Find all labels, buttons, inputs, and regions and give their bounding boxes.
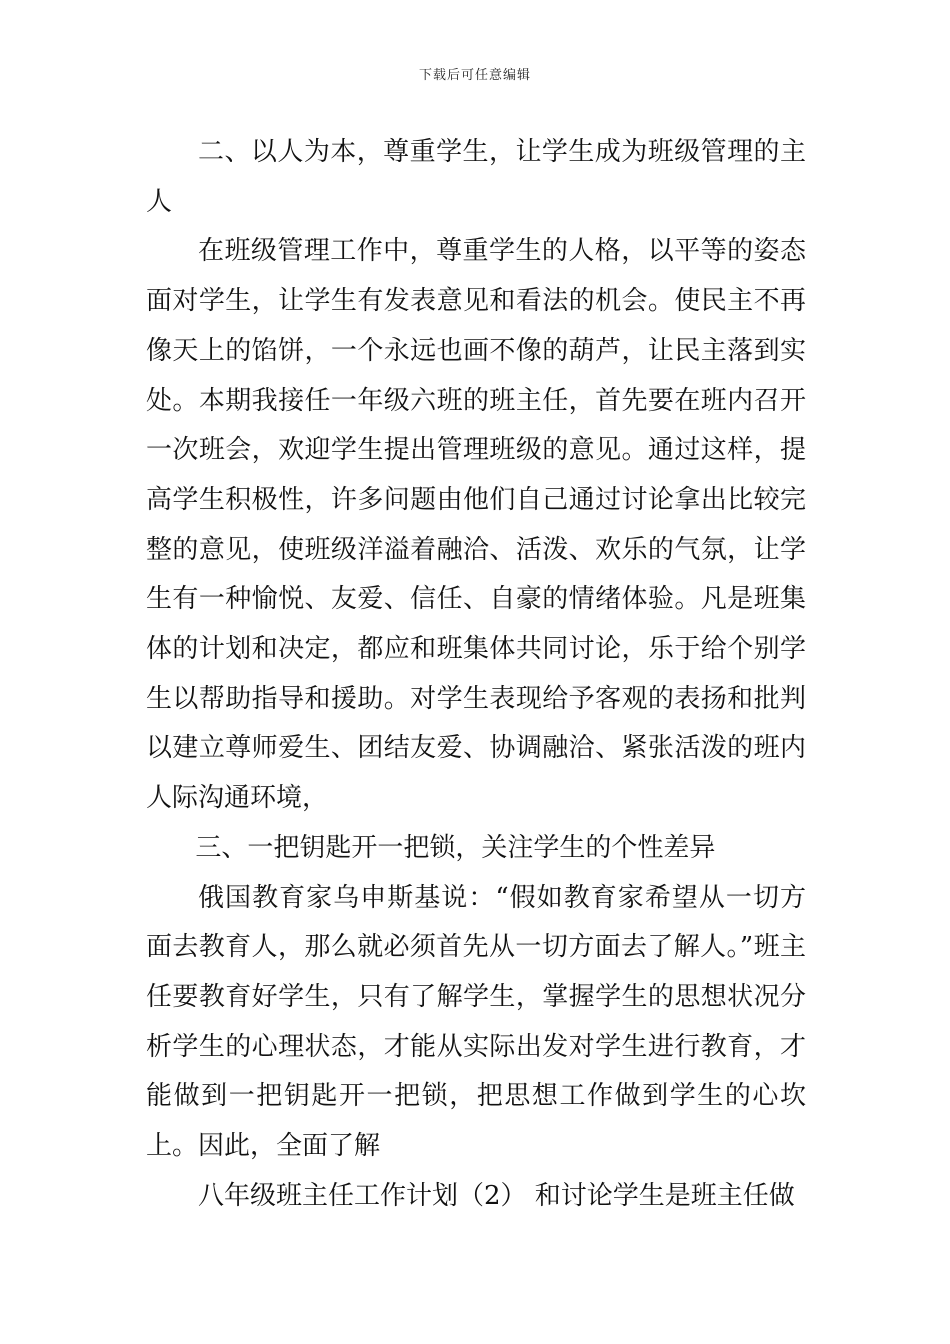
section-heading-3: 三、一把钥匙开一把锁，关注学生的个性差异 [195, 832, 716, 863]
body-paragraph: 八年级班主任工作计划（2） 和讨论学生是班主任做 [198, 1180, 795, 1211]
body-paragraph: 俄国教育家乌申斯基说：“假如教育家希望从一切方面去教育人，那么就必须首先从一切方面去了解人。”班主任要教育好学生，只有了解学生，掌握学生的思想状况分析学生的心理状态，才能从实际出发对学生进行教育，才能做到一把钥匙开一把锁，把思想工作做到学生的心坎上。因此，全面了解 [146, 882, 806, 1162]
body-paragraph: 在班级管理工作中，尊重学生的人格，以平等的姿态面对学生，让学生有发表意见和看法的机会。使民主不再像天上的馅饼，一个永远也画不像的葫芦，让民主落到实处。本期我接任一年级六班的班主任，首先要在班内召开一次班会，欢迎学生提出管理班级的意见。通过这样，提高学生积极性，许多问题由他们自己通过讨论拿出比较完整的意见，使班级洋溢着融洽、活泼、欢乐的气氛，让学生有一种愉悦、友爱、信任、自豪的情绪体验。凡是班集体的计划和决定，都应和班集体共同讨论，乐于给个别学生以帮助指导和援助。对学生表现给予客观的表扬和批判以建立尊师爱生、团结友爱、协调融洽、紧张活泼的班内人际沟通环境， [146, 236, 806, 814]
document-body [146, 128, 806, 1221]
section-heading-2: 二、以人为本，尊重学生，让学生成为班级管理的主人 [146, 137, 806, 217]
page-header: 下载后可任意编辑 [418, 68, 531, 83]
